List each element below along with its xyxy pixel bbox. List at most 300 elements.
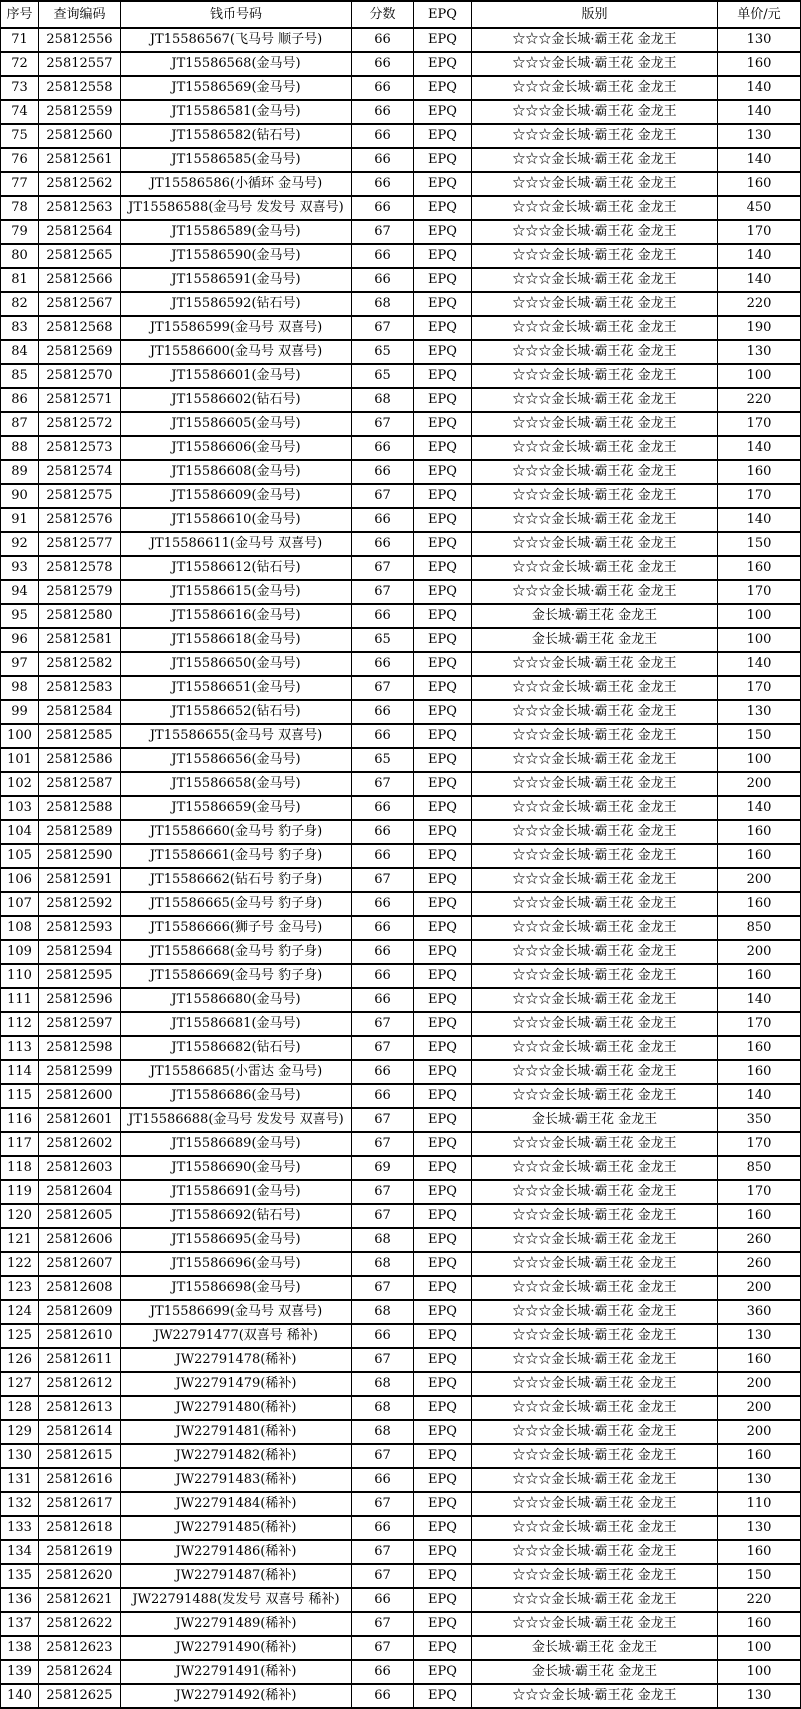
cell-score: 66: [352, 700, 414, 724]
cell-index: 130: [1, 1444, 39, 1468]
cell-coin_number: JT15586656(金马号): [121, 748, 352, 772]
cell-coin_number: JT15586665(金马号 豹子身): [121, 892, 352, 916]
cell-edition: ☆☆☆金长城·霸王花 金龙王: [472, 1348, 718, 1372]
cell-epq: EPQ: [414, 532, 472, 556]
cell-query_code: 25812559: [39, 100, 121, 124]
cell-index: 126: [1, 1348, 39, 1372]
table-row: [1, 1180, 801, 1204]
cell-index: 135: [1, 1564, 39, 1588]
cell-coin_number: JT15586696(金马号): [121, 1252, 352, 1276]
cell-edition: ☆☆☆金长城·霸王花 金龙王: [472, 28, 718, 52]
cell-epq: EPQ: [414, 1060, 472, 1084]
cell-edition: ☆☆☆金长城·霸王花 金龙王: [472, 1372, 718, 1396]
cell-unit_price: 170: [718, 580, 801, 604]
cell-index: 111: [1, 988, 39, 1012]
cell-unit_price: 100: [718, 604, 801, 628]
cell-query_code: 25812592: [39, 892, 121, 916]
cell-query_code: 25812601: [39, 1108, 121, 1132]
cell-query_code: 25812590: [39, 844, 121, 868]
cell-edition: ☆☆☆金长城·霸王花 金龙王: [472, 1132, 718, 1156]
cell-epq: EPQ: [414, 580, 472, 604]
cell-coin_number: JT15586592(钻石号): [121, 292, 352, 316]
cell-query_code: 25812607: [39, 1252, 121, 1276]
cell-query_code: 25812597: [39, 1012, 121, 1036]
cell-coin_number: JT15586591(金马号): [121, 268, 352, 292]
cell-index: 101: [1, 748, 39, 772]
cell-epq: EPQ: [414, 988, 472, 1012]
cell-coin_number: JT15586685(小雷达 金马号): [121, 1060, 352, 1084]
cell-unit_price: 100: [718, 364, 801, 388]
cell-epq: EPQ: [414, 364, 472, 388]
cell-score: 68: [352, 388, 414, 412]
cell-coin_number: JT15586569(金马号): [121, 76, 352, 100]
cell-index: 91: [1, 508, 39, 532]
cell-query_code: 25812560: [39, 124, 121, 148]
cell-score: 67: [352, 1564, 414, 1588]
table-row: [1, 508, 801, 532]
table-row: [1, 388, 801, 412]
table-row: [1, 1348, 801, 1372]
cell-index: 97: [1, 652, 39, 676]
cell-edition: ☆☆☆金长城·霸王花 金龙王: [472, 556, 718, 580]
cell-index: 100: [1, 724, 39, 748]
cell-score: 66: [352, 916, 414, 940]
cell-unit_price: 160: [718, 460, 801, 484]
table-row: [1, 52, 801, 76]
table-row: [1, 292, 801, 316]
cell-edition: ☆☆☆金长城·霸王花 金龙王: [472, 1516, 718, 1540]
table-row: [1, 1276, 801, 1300]
cell-index: 134: [1, 1540, 39, 1564]
cell-index: 71: [1, 28, 39, 52]
cell-unit_price: 140: [718, 436, 801, 460]
cell-score: 67: [352, 1636, 414, 1660]
cell-edition: ☆☆☆金长城·霸王花 金龙王: [472, 1300, 718, 1324]
cell-score: 68: [352, 1396, 414, 1420]
cell-edition: ☆☆☆金长城·霸王花 金龙王: [472, 244, 718, 268]
cell-epq: EPQ: [414, 1324, 472, 1348]
table-row: [1, 556, 801, 580]
cell-coin_number: JT15586586(小循环 金马号): [121, 172, 352, 196]
cell-unit_price: 130: [718, 700, 801, 724]
cell-score: 66: [352, 244, 414, 268]
cell-epq: EPQ: [414, 700, 472, 724]
cell-edition: ☆☆☆金长城·霸王花 金龙王: [472, 268, 718, 292]
cell-index: 128: [1, 1396, 39, 1420]
cell-edition: ☆☆☆金长城·霸王花 金龙王: [472, 1540, 718, 1564]
cell-edition: ☆☆☆金长城·霸王花 金龙王: [472, 796, 718, 820]
cell-coin_number: JW22791477(双喜号 稀补): [121, 1324, 352, 1348]
table-row: [1, 364, 801, 388]
cell-index: 120: [1, 1204, 39, 1228]
cell-score: 66: [352, 964, 414, 988]
cell-edition: ☆☆☆金长城·霸王花 金龙王: [472, 580, 718, 604]
cell-coin_number: JW22791492(稀补): [121, 1684, 352, 1708]
table-row: [1, 1372, 801, 1396]
cell-index: 75: [1, 124, 39, 148]
cell-score: 65: [352, 628, 414, 652]
cell-score: 66: [352, 1660, 414, 1684]
cell-unit_price: 140: [718, 652, 801, 676]
cell-index: 83: [1, 316, 39, 340]
cell-unit_price: 220: [718, 292, 801, 316]
cell-unit_price: 140: [718, 100, 801, 124]
cell-score: 66: [352, 988, 414, 1012]
cell-index: 129: [1, 1420, 39, 1444]
cell-edition: ☆☆☆金长城·霸王花 金龙王: [472, 724, 718, 748]
cell-query_code: 25812620: [39, 1564, 121, 1588]
cell-coin_number: JT15586668(金马号 豹子身): [121, 940, 352, 964]
cell-index: 133: [1, 1516, 39, 1540]
cell-index: 132: [1, 1492, 39, 1516]
cell-query_code: 25812571: [39, 388, 121, 412]
cell-query_code: 25812579: [39, 580, 121, 604]
cell-query_code: 25812625: [39, 1684, 121, 1708]
table-row: [1, 964, 801, 988]
cell-edition: 金长城·霸王花 金龙王: [472, 1108, 718, 1132]
cell-unit_price: 140: [718, 148, 801, 172]
cell-unit_price: 140: [718, 508, 801, 532]
table-row: [1, 1612, 801, 1636]
cell-coin_number: JT15586608(金马号): [121, 460, 352, 484]
cell-edition: ☆☆☆金长城·霸王花 金龙王: [472, 1180, 718, 1204]
cell-edition: ☆☆☆金长城·霸王花 金龙王: [472, 700, 718, 724]
cell-query_code: 25812616: [39, 1468, 121, 1492]
cell-epq: EPQ: [414, 1156, 472, 1180]
cell-epq: EPQ: [414, 916, 472, 940]
cell-score: 66: [352, 796, 414, 820]
cell-epq: EPQ: [414, 388, 472, 412]
cell-score: 66: [352, 28, 414, 52]
cell-epq: EPQ: [414, 100, 472, 124]
cell-index: 73: [1, 76, 39, 100]
cell-unit_price: 130: [718, 1516, 801, 1540]
cell-score: 68: [352, 1420, 414, 1444]
cell-score: 67: [352, 412, 414, 436]
cell-index: 123: [1, 1276, 39, 1300]
cell-unit_price: 160: [718, 1540, 801, 1564]
cell-unit_price: 450: [718, 196, 801, 220]
cell-epq: EPQ: [414, 412, 472, 436]
cell-edition: ☆☆☆金长城·霸王花 金龙王: [472, 364, 718, 388]
table-row: [1, 28, 801, 52]
cell-query_code: 25812572: [39, 412, 121, 436]
cell-coin_number: JT15586658(金马号): [121, 772, 352, 796]
cell-unit_price: 170: [718, 1012, 801, 1036]
cell-query_code: 25812584: [39, 700, 121, 724]
cell-index: 104: [1, 820, 39, 844]
cell-unit_price: 140: [718, 268, 801, 292]
cell-edition: ☆☆☆金长城·霸王花 金龙王: [472, 652, 718, 676]
cell-epq: EPQ: [414, 1420, 472, 1444]
cell-coin_number: JT15586606(金马号): [121, 436, 352, 460]
cell-edition: ☆☆☆金长城·霸王花 金龙王: [472, 148, 718, 172]
cell-score: 67: [352, 1108, 414, 1132]
cell-index: 115: [1, 1084, 39, 1108]
cell-edition: ☆☆☆金长城·霸王花 金龙王: [472, 1684, 718, 1708]
cell-epq: EPQ: [414, 1036, 472, 1060]
cell-query_code: 25812568: [39, 316, 121, 340]
cell-epq: EPQ: [414, 892, 472, 916]
cell-epq: EPQ: [414, 1588, 472, 1612]
cell-epq: EPQ: [414, 1012, 472, 1036]
cell-score: 67: [352, 1612, 414, 1636]
cell-coin_number: JW22791481(稀补): [121, 1420, 352, 1444]
cell-query_code: 25812577: [39, 532, 121, 556]
table-row: [1, 1444, 801, 1468]
cell-query_code: 25812595: [39, 964, 121, 988]
cell-unit_price: 140: [718, 244, 801, 268]
cell-unit_price: 350: [718, 1108, 801, 1132]
table-row: [1, 1252, 801, 1276]
cell-epq: EPQ: [414, 556, 472, 580]
cell-epq: EPQ: [414, 1396, 472, 1420]
cell-unit_price: 200: [718, 772, 801, 796]
cell-unit_price: 100: [718, 748, 801, 772]
cell-coin_number: JT15586681(金马号): [121, 1012, 352, 1036]
cell-query_code: 25812570: [39, 364, 121, 388]
cell-index: 105: [1, 844, 39, 868]
table-row: [1, 1156, 801, 1180]
cell-score: 66: [352, 604, 414, 628]
cell-edition: ☆☆☆金长城·霸王花 金龙王: [472, 1060, 718, 1084]
cell-unit_price: 110: [718, 1492, 801, 1516]
cell-query_code: 25812610: [39, 1324, 121, 1348]
cell-unit_price: 170: [718, 484, 801, 508]
cell-index: 88: [1, 436, 39, 460]
cell-index: 77: [1, 172, 39, 196]
cell-index: 125: [1, 1324, 39, 1348]
cell-score: 67: [352, 484, 414, 508]
cell-edition: ☆☆☆金长城·霸王花 金龙王: [472, 1012, 718, 1036]
cell-edition: ☆☆☆金长城·霸王花 金龙王: [472, 100, 718, 124]
cell-query_code: 25812605: [39, 1204, 121, 1228]
cell-epq: EPQ: [414, 1684, 472, 1708]
cell-coin_number: JT15586650(金马号): [121, 652, 352, 676]
cell-query_code: 25812569: [39, 340, 121, 364]
cell-epq: EPQ: [414, 604, 472, 628]
cell-score: 67: [352, 1204, 414, 1228]
cell-edition: ☆☆☆金长城·霸王花 金龙王: [472, 52, 718, 76]
cell-index: 98: [1, 676, 39, 700]
cell-score: 66: [352, 508, 414, 532]
cell-score: 66: [352, 196, 414, 220]
cell-query_code: 25812604: [39, 1180, 121, 1204]
cell-epq: EPQ: [414, 844, 472, 868]
table-row: [1, 1636, 801, 1660]
cell-coin_number: JT15586600(金马号 双喜号): [121, 340, 352, 364]
table-row: [1, 1516, 801, 1540]
cell-index: 76: [1, 148, 39, 172]
cell-query_code: 25812587: [39, 772, 121, 796]
cell-unit_price: 160: [718, 172, 801, 196]
cell-coin_number: JT15586695(金马号): [121, 1228, 352, 1252]
cell-coin_number: JT15586581(金马号): [121, 100, 352, 124]
cell-query_code: 25812609: [39, 1300, 121, 1324]
cell-edition: ☆☆☆金长城·霸王花 金龙王: [472, 220, 718, 244]
cell-epq: EPQ: [414, 1276, 472, 1300]
cell-index: 86: [1, 388, 39, 412]
cell-score: 66: [352, 1588, 414, 1612]
cell-unit_price: 200: [718, 1372, 801, 1396]
table-row: [1, 1684, 801, 1708]
cell-edition: ☆☆☆金长城·霸王花 金龙王: [472, 1324, 718, 1348]
cell-query_code: 25812594: [39, 940, 121, 964]
cell-index: 79: [1, 220, 39, 244]
column-header-query_code: 查询编码: [39, 1, 121, 28]
cell-index: 113: [1, 1036, 39, 1060]
cell-score: 65: [352, 340, 414, 364]
cell-score: 68: [352, 1228, 414, 1252]
cell-edition: ☆☆☆金长城·霸王花 金龙王: [472, 1084, 718, 1108]
cell-coin_number: JT15586660(金马号 豹子身): [121, 820, 352, 844]
cell-score: 66: [352, 460, 414, 484]
cell-coin_number: JT15586666(狮子号 金马号): [121, 916, 352, 940]
cell-edition: ☆☆☆金长城·霸王花 金龙王: [472, 412, 718, 436]
cell-coin_number: JW22791482(稀补): [121, 1444, 352, 1468]
cell-query_code: 25812576: [39, 508, 121, 532]
cell-coin_number: JT15586601(金马号): [121, 364, 352, 388]
cell-edition: ☆☆☆金长城·霸王花 金龙王: [472, 172, 718, 196]
cell-edition: ☆☆☆金长城·霸王花 金龙王: [472, 124, 718, 148]
cell-score: 66: [352, 172, 414, 196]
cell-coin_number: JW22791487(稀补): [121, 1564, 352, 1588]
cell-coin_number: JT15586611(金马号 双喜号): [121, 532, 352, 556]
cell-query_code: 25812612: [39, 1372, 121, 1396]
cell-score: 67: [352, 676, 414, 700]
cell-unit_price: 160: [718, 844, 801, 868]
cell-edition: ☆☆☆金长城·霸王花 金龙王: [472, 508, 718, 532]
cell-score: 67: [352, 316, 414, 340]
cell-unit_price: 150: [718, 532, 801, 556]
cell-query_code: 25812614: [39, 1420, 121, 1444]
cell-coin_number: JT15586582(钻石号): [121, 124, 352, 148]
cell-index: 72: [1, 52, 39, 76]
cell-unit_price: 200: [718, 1276, 801, 1300]
cell-edition: ☆☆☆金长城·霸王花 金龙王: [472, 76, 718, 100]
cell-unit_price: 160: [718, 892, 801, 916]
cell-index: 119: [1, 1180, 39, 1204]
table-row: [1, 412, 801, 436]
cell-index: 93: [1, 556, 39, 580]
cell-index: 140: [1, 1684, 39, 1708]
cell-epq: EPQ: [414, 1132, 472, 1156]
cell-unit_price: 130: [718, 1468, 801, 1492]
cell-score: 67: [352, 556, 414, 580]
cell-unit_price: 220: [718, 388, 801, 412]
cell-score: 68: [352, 292, 414, 316]
cell-epq: EPQ: [414, 172, 472, 196]
cell-coin_number: JT15586652(钻石号): [121, 700, 352, 724]
table-row: [1, 700, 801, 724]
cell-query_code: 25812608: [39, 1276, 121, 1300]
cell-score: 67: [352, 1444, 414, 1468]
cell-coin_number: JT15586669(金马号 豹子身): [121, 964, 352, 988]
cell-unit_price: 260: [718, 1252, 801, 1276]
cell-edition: ☆☆☆金长城·霸王花 金龙王: [472, 316, 718, 340]
table-row: [1, 940, 801, 964]
cell-score: 69: [352, 1156, 414, 1180]
cell-coin_number: JT15586589(金马号): [121, 220, 352, 244]
cell-unit_price: 160: [718, 964, 801, 988]
cell-score: 67: [352, 1540, 414, 1564]
cell-score: 66: [352, 844, 414, 868]
table-row: [1, 532, 801, 556]
cell-index: 82: [1, 292, 39, 316]
cell-edition: ☆☆☆金长城·霸王花 金龙王: [472, 1420, 718, 1444]
table-row: [1, 1564, 801, 1588]
table-row: [1, 100, 801, 124]
cell-epq: EPQ: [414, 1444, 472, 1468]
cell-query_code: 25812615: [39, 1444, 121, 1468]
cell-unit_price: 140: [718, 76, 801, 100]
cell-index: 109: [1, 940, 39, 964]
cell-epq: EPQ: [414, 196, 472, 220]
cell-unit_price: 130: [718, 340, 801, 364]
cell-index: 85: [1, 364, 39, 388]
cell-edition: ☆☆☆金长城·霸王花 金龙王: [472, 1228, 718, 1252]
cell-index: 139: [1, 1660, 39, 1684]
cell-query_code: 25812563: [39, 196, 121, 220]
cell-epq: EPQ: [414, 1348, 472, 1372]
cell-coin_number: JW22791489(稀补): [121, 1612, 352, 1636]
table-row: [1, 1012, 801, 1036]
cell-coin_number: JW22791490(稀补): [121, 1636, 352, 1660]
cell-coin_number: JT15586698(金马号): [121, 1276, 352, 1300]
cell-score: 65: [352, 748, 414, 772]
cell-score: 67: [352, 580, 414, 604]
table-row: [1, 1324, 801, 1348]
cell-unit_price: 160: [718, 820, 801, 844]
cell-score: 67: [352, 1036, 414, 1060]
cell-index: 74: [1, 100, 39, 124]
cell-coin_number: JT15586661(金马号 豹子身): [121, 844, 352, 868]
cell-epq: EPQ: [414, 220, 472, 244]
cell-edition: ☆☆☆金长城·霸王花 金龙王: [472, 940, 718, 964]
cell-edition: ☆☆☆金长城·霸王花 金龙王: [472, 196, 718, 220]
table-row: [1, 916, 801, 940]
table-row: [1, 772, 801, 796]
cell-unit_price: 160: [718, 1036, 801, 1060]
cell-coin_number: JT15586699(金马号 双喜号): [121, 1300, 352, 1324]
cell-epq: EPQ: [414, 748, 472, 772]
cell-edition: 金长城·霸王花 金龙王: [472, 604, 718, 628]
cell-unit_price: 130: [718, 28, 801, 52]
cell-unit_price: 100: [718, 1636, 801, 1660]
cell-coin_number: JT15586686(金马号): [121, 1084, 352, 1108]
cell-epq: EPQ: [414, 1084, 472, 1108]
table-row: [1, 484, 801, 508]
cell-query_code: 25812593: [39, 916, 121, 940]
cell-coin_number: JT15586689(金马号): [121, 1132, 352, 1156]
cell-query_code: 25812573: [39, 436, 121, 460]
cell-epq: EPQ: [414, 1228, 472, 1252]
cell-coin_number: JW22791478(稀补): [121, 1348, 352, 1372]
cell-edition: ☆☆☆金长城·霸王花 金龙王: [472, 1492, 718, 1516]
cell-score: 66: [352, 724, 414, 748]
cell-epq: EPQ: [414, 628, 472, 652]
cell-query_code: 25812600: [39, 1084, 121, 1108]
cell-score: 66: [352, 652, 414, 676]
cell-edition: ☆☆☆金长城·霸王花 金龙王: [472, 1564, 718, 1588]
cell-score: 68: [352, 1372, 414, 1396]
cell-coin_number: JT15586615(金马号): [121, 580, 352, 604]
table-row: [1, 868, 801, 892]
table-row: [1, 1036, 801, 1060]
cell-query_code: 25812622: [39, 1612, 121, 1636]
cell-unit_price: 200: [718, 1420, 801, 1444]
cell-unit_price: 140: [718, 988, 801, 1012]
